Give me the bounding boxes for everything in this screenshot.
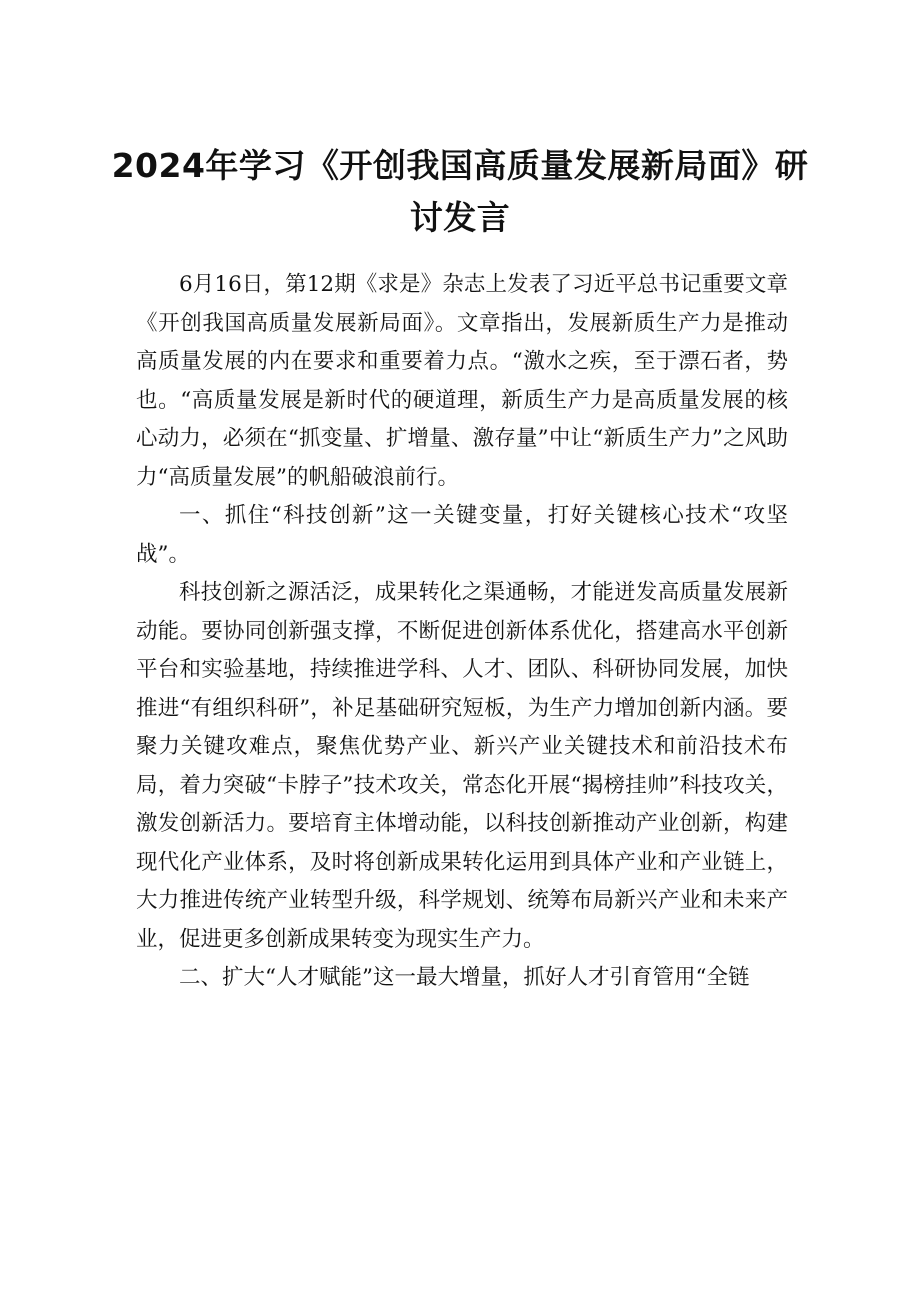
paragraph-heading-one: 一、抓住“科技创新”这一关键变量，打好关键核心技术“攻坚战”。 [136,503,788,567]
document-title: 2024年学习《开创我国高质量发展新局面》研讨发言 [111,146,809,237]
paragraph-intro: 6月16日，第12期《求是》杂志上发表了习近平总书记重要文章《开创我国高质量发展新局面》。文章指出，发展新质生产力是推动高质量发展的内在要求和重要着力点。“激水之疾，至于漂石者，势也。“高质量发展是新时代的硬道理，新质生产力是高质量发展的核心动力，必须在“抓变量、扩增量、激存量”中让“新质生产力”之风助力“高质量发展”的帆船破浪前行。 [136,272,788,490]
paragraph-tech-innovation: 科技创新之源活泛，成果转化之渠通畅，才能迸发高质量发展新动能。要协同创新强支撑，不断促进创新体系优化，搭建高水平创新平台和实验基地，持续推进学科、人才、团队、科研协同发展，加快推进“有组织科研”，补足基础研究短板，为生产力增加创新内涵。要聚力关键攻难点，聚焦优势产业、新兴产业关键技术和前沿技术布局，着力突破“卡脖子”技术攻关，常态化开展“揭榜挂帅”科技攻关，激发创新活力。要培育主体增动能，以科技创新推动产业创新，构建现代化产业体系，及时将创新成果转化运用到具体产业和产业链上，大力推进传统产业转型升级，科学规划、统筹布局新兴产业和未来产业，促进更多创新成果转变为现实生产力。 [136,580,788,952]
document-body [136,266,788,998]
paragraph-heading-two: 二、扩大“人才赋能”这一最大增量，抓好人才引育管用“全链 [179,965,750,990]
